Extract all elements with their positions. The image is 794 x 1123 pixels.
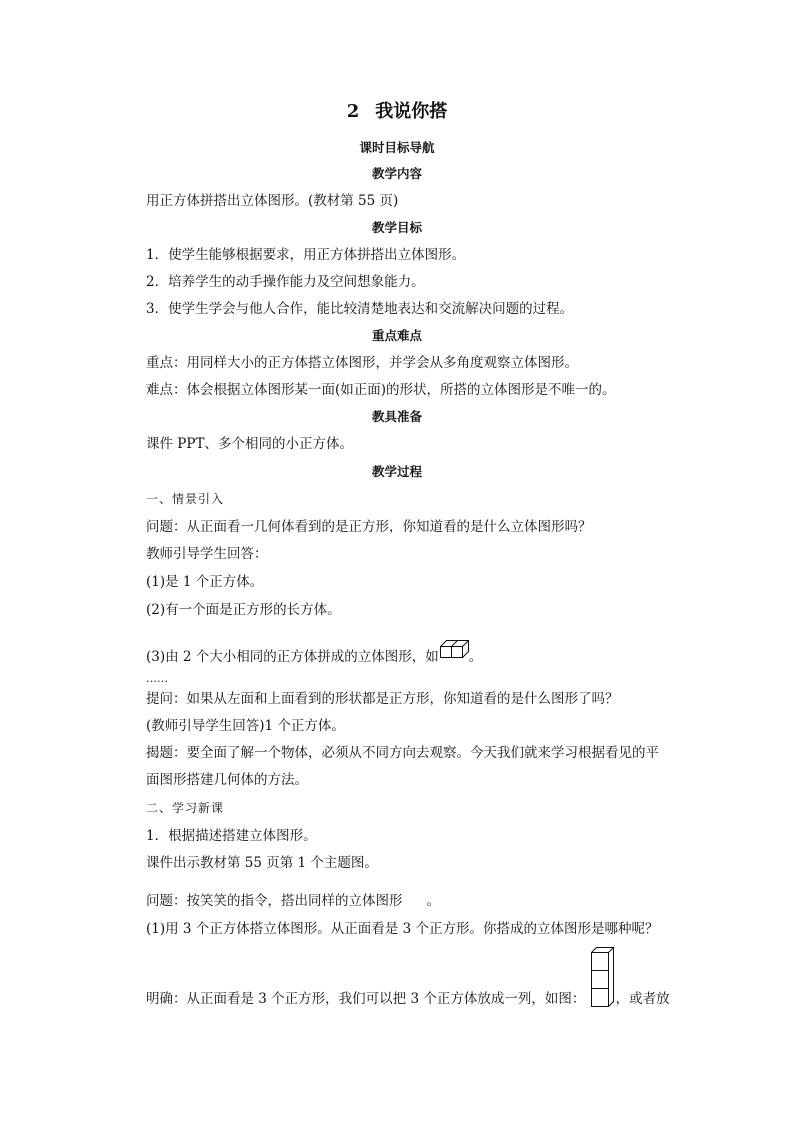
section2-step1: 1．根据描述搭建立体图形。 (146, 828, 317, 844)
difficult-point: 难点：体会根据立体图形某一面(如正面)的形状，所搭的立体图形是不唯一的。 (146, 382, 616, 398)
section2-clarify (146, 990, 670, 1008)
answer-3-text: (3)由 2 个大小相同的正方体拼成的立体图形，如 (146, 649, 439, 665)
section2-q1: (1)用 3 个正方体搭立体图形。从正面看是 3 个正方形。你搭成的立体图形是哪种呢？ (146, 921, 659, 937)
reveal-line-2: 面图形搭建几何体的方法。 (146, 772, 308, 788)
clarify-end: ，或者放 (615, 991, 670, 1007)
section2-problem (146, 892, 440, 910)
section1-reply: (教师引导学生回答)1 个正方体。 (146, 718, 345, 734)
content-text: 用正方体拼搭出立体图形。(教材第 55 页) (146, 193, 399, 209)
three-stacked-cubes-figure (590, 946, 616, 1008)
heading-goals: 教学目标 (371, 220, 422, 235)
goal-item-2: 2．培养学生的动手操作能力及空间想象能力。 (146, 274, 425, 290)
section1-heading: 一、情景引入 (146, 492, 225, 506)
answer-3 (146, 638, 482, 666)
answer-2: (2)有一个面是正方形的长方体。 (146, 602, 341, 618)
section2-problem-text: 问题：按笑笑的指令，搭出同样的立体图形 (146, 893, 403, 909)
clarify-text: 明确：从正面看是 3 个正方形，我们可以把 3 个正方体放成一列，如图： (146, 991, 586, 1007)
section2-problem-end: 。 (426, 893, 440, 909)
heading-process: 教学过程 (371, 464, 422, 479)
section2-heading: 二、学习新课 (146, 801, 225, 815)
section1-question: 问题：从正面看一几何体看到的是正方形，你知道看的是什么立体图形吗？ (146, 519, 592, 535)
heading-content: 教学内容 (371, 166, 422, 181)
stacked-cubes-slot (590, 990, 616, 1008)
key-point: 重点：用同样大小的正方体搭立体图形，并学会从多角度观察立体图形。 (146, 355, 578, 371)
section2-courseware: 课件出示教材第 55 页第 1 个主题图。 (146, 855, 378, 871)
lesson-title-text: 我说你搭 (375, 101, 448, 122)
lesson-number: 2 (346, 101, 360, 122)
goal-item-1: 1．使学生能够根据要求，用正方体拼搭出立体图形。 (146, 247, 466, 263)
heading-tools: 教具准备 (371, 409, 422, 424)
answer-1: (1)是 1 个正方体。 (146, 574, 264, 590)
two-cubes-figure (439, 638, 469, 666)
answer-3-end: 。 (468, 649, 483, 665)
section1-ask: 提问：如果从左面和上面看到的形状都是正方形，你知道看的是什么图形了吗？ (146, 691, 619, 707)
reveal-line-1: 揭题：要全面了解一个物体，必须从不同方向去观察。今天我们就来学习根据看见的平 (146, 745, 659, 761)
goal-item-3: 3．使学生学会与他人合作，能比较清楚地表达和交流解决问题的过程。 (146, 301, 574, 317)
tools-text: 课件 PPT、多个相同的小正方体。 (146, 436, 353, 452)
heading-nav: 课时目标导航 (359, 140, 435, 155)
lesson-title (0, 100, 794, 124)
heading-key: 重点难点 (371, 328, 422, 343)
section1-guide: 教师引导学生回答： (146, 546, 268, 562)
ellipsis: …… (146, 672, 168, 685)
